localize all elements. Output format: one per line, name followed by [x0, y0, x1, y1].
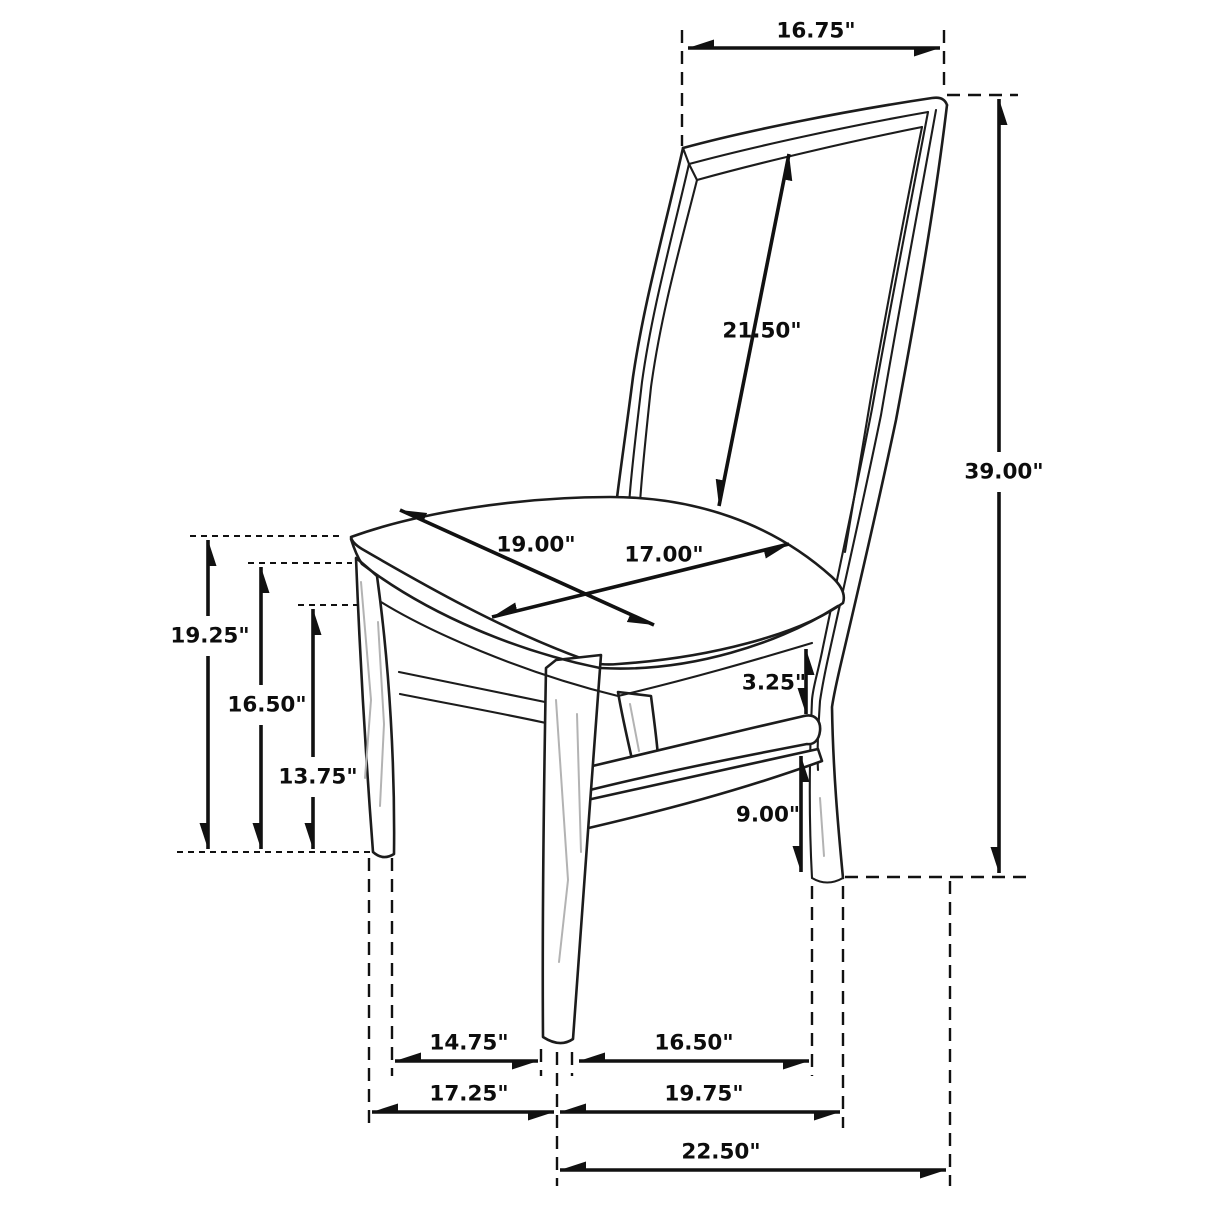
dim-overall-depth: [560, 1140, 946, 1171]
dim-leg-depth-span-label: 19.75": [664, 1081, 744, 1107]
dim-floor-to-seat-bottom-label: 16.50": [227, 692, 307, 718]
back-top-rail-outer: [683, 98, 947, 148]
dim-apron-to-stretcher-label: 3.25": [741, 670, 807, 696]
dim-front-leg-inner-span-label: 14.75": [429, 1030, 509, 1056]
dim-apron-to-stretcher: [742, 649, 806, 714]
dim-overall-depth-label: 22.50": [681, 1139, 761, 1165]
dim-floor-to-seat-top-label: 19.25": [170, 623, 250, 649]
dim-floor-to-apron-bottom-label: 13.75": [278, 764, 358, 790]
dim-front-to-rear-leg-span-label: 16.50": [654, 1030, 734, 1056]
dim-back-top-width: [688, 19, 940, 49]
rear-post-corner-edge: [818, 110, 936, 770]
dim-total-height: [958, 99, 1050, 873]
dim-seat-width-label: 17.00": [624, 542, 704, 568]
dim-front-overall-width: [372, 1082, 554, 1113]
dim-floor-to-apron-bottom: [277, 609, 359, 849]
dim-back-height: [719, 154, 802, 506]
dim-front-to-rear-leg-span: [579, 1031, 809, 1062]
dim-back-top-width-label: 16.75": [776, 18, 856, 44]
dim-floor-to-seat-bottom: [226, 567, 308, 849]
dim-front-overall-width-label: 17.25": [429, 1081, 509, 1107]
back-left-stile-outer: [616, 148, 683, 506]
front-right-leg-shape: [543, 655, 601, 1043]
dim-front-leg-inner-span: [395, 1031, 538, 1062]
front-left-leg-shape: [356, 558, 394, 857]
front-right-leg: [543, 655, 601, 1043]
dim-total-height-label: 39.00": [964, 459, 1044, 485]
rear-leg-bottom-arc: [812, 878, 843, 883]
front-left-leg: [356, 558, 394, 857]
rear-post-outer-edge: [832, 105, 947, 878]
rear-leg-wood-grain: [820, 798, 824, 856]
dim-back-height-label: 21.50": [722, 318, 802, 344]
dim-leg-depth-span: [560, 1082, 840, 1113]
dim-stretcher-to-floor-label: 9.00": [735, 802, 801, 828]
chair-drawing: [351, 98, 947, 1043]
dim-seat-depth-label: 19.00": [496, 532, 576, 558]
left-side-stretcher: [399, 672, 546, 723]
rear-post-front-edge: [810, 112, 928, 878]
